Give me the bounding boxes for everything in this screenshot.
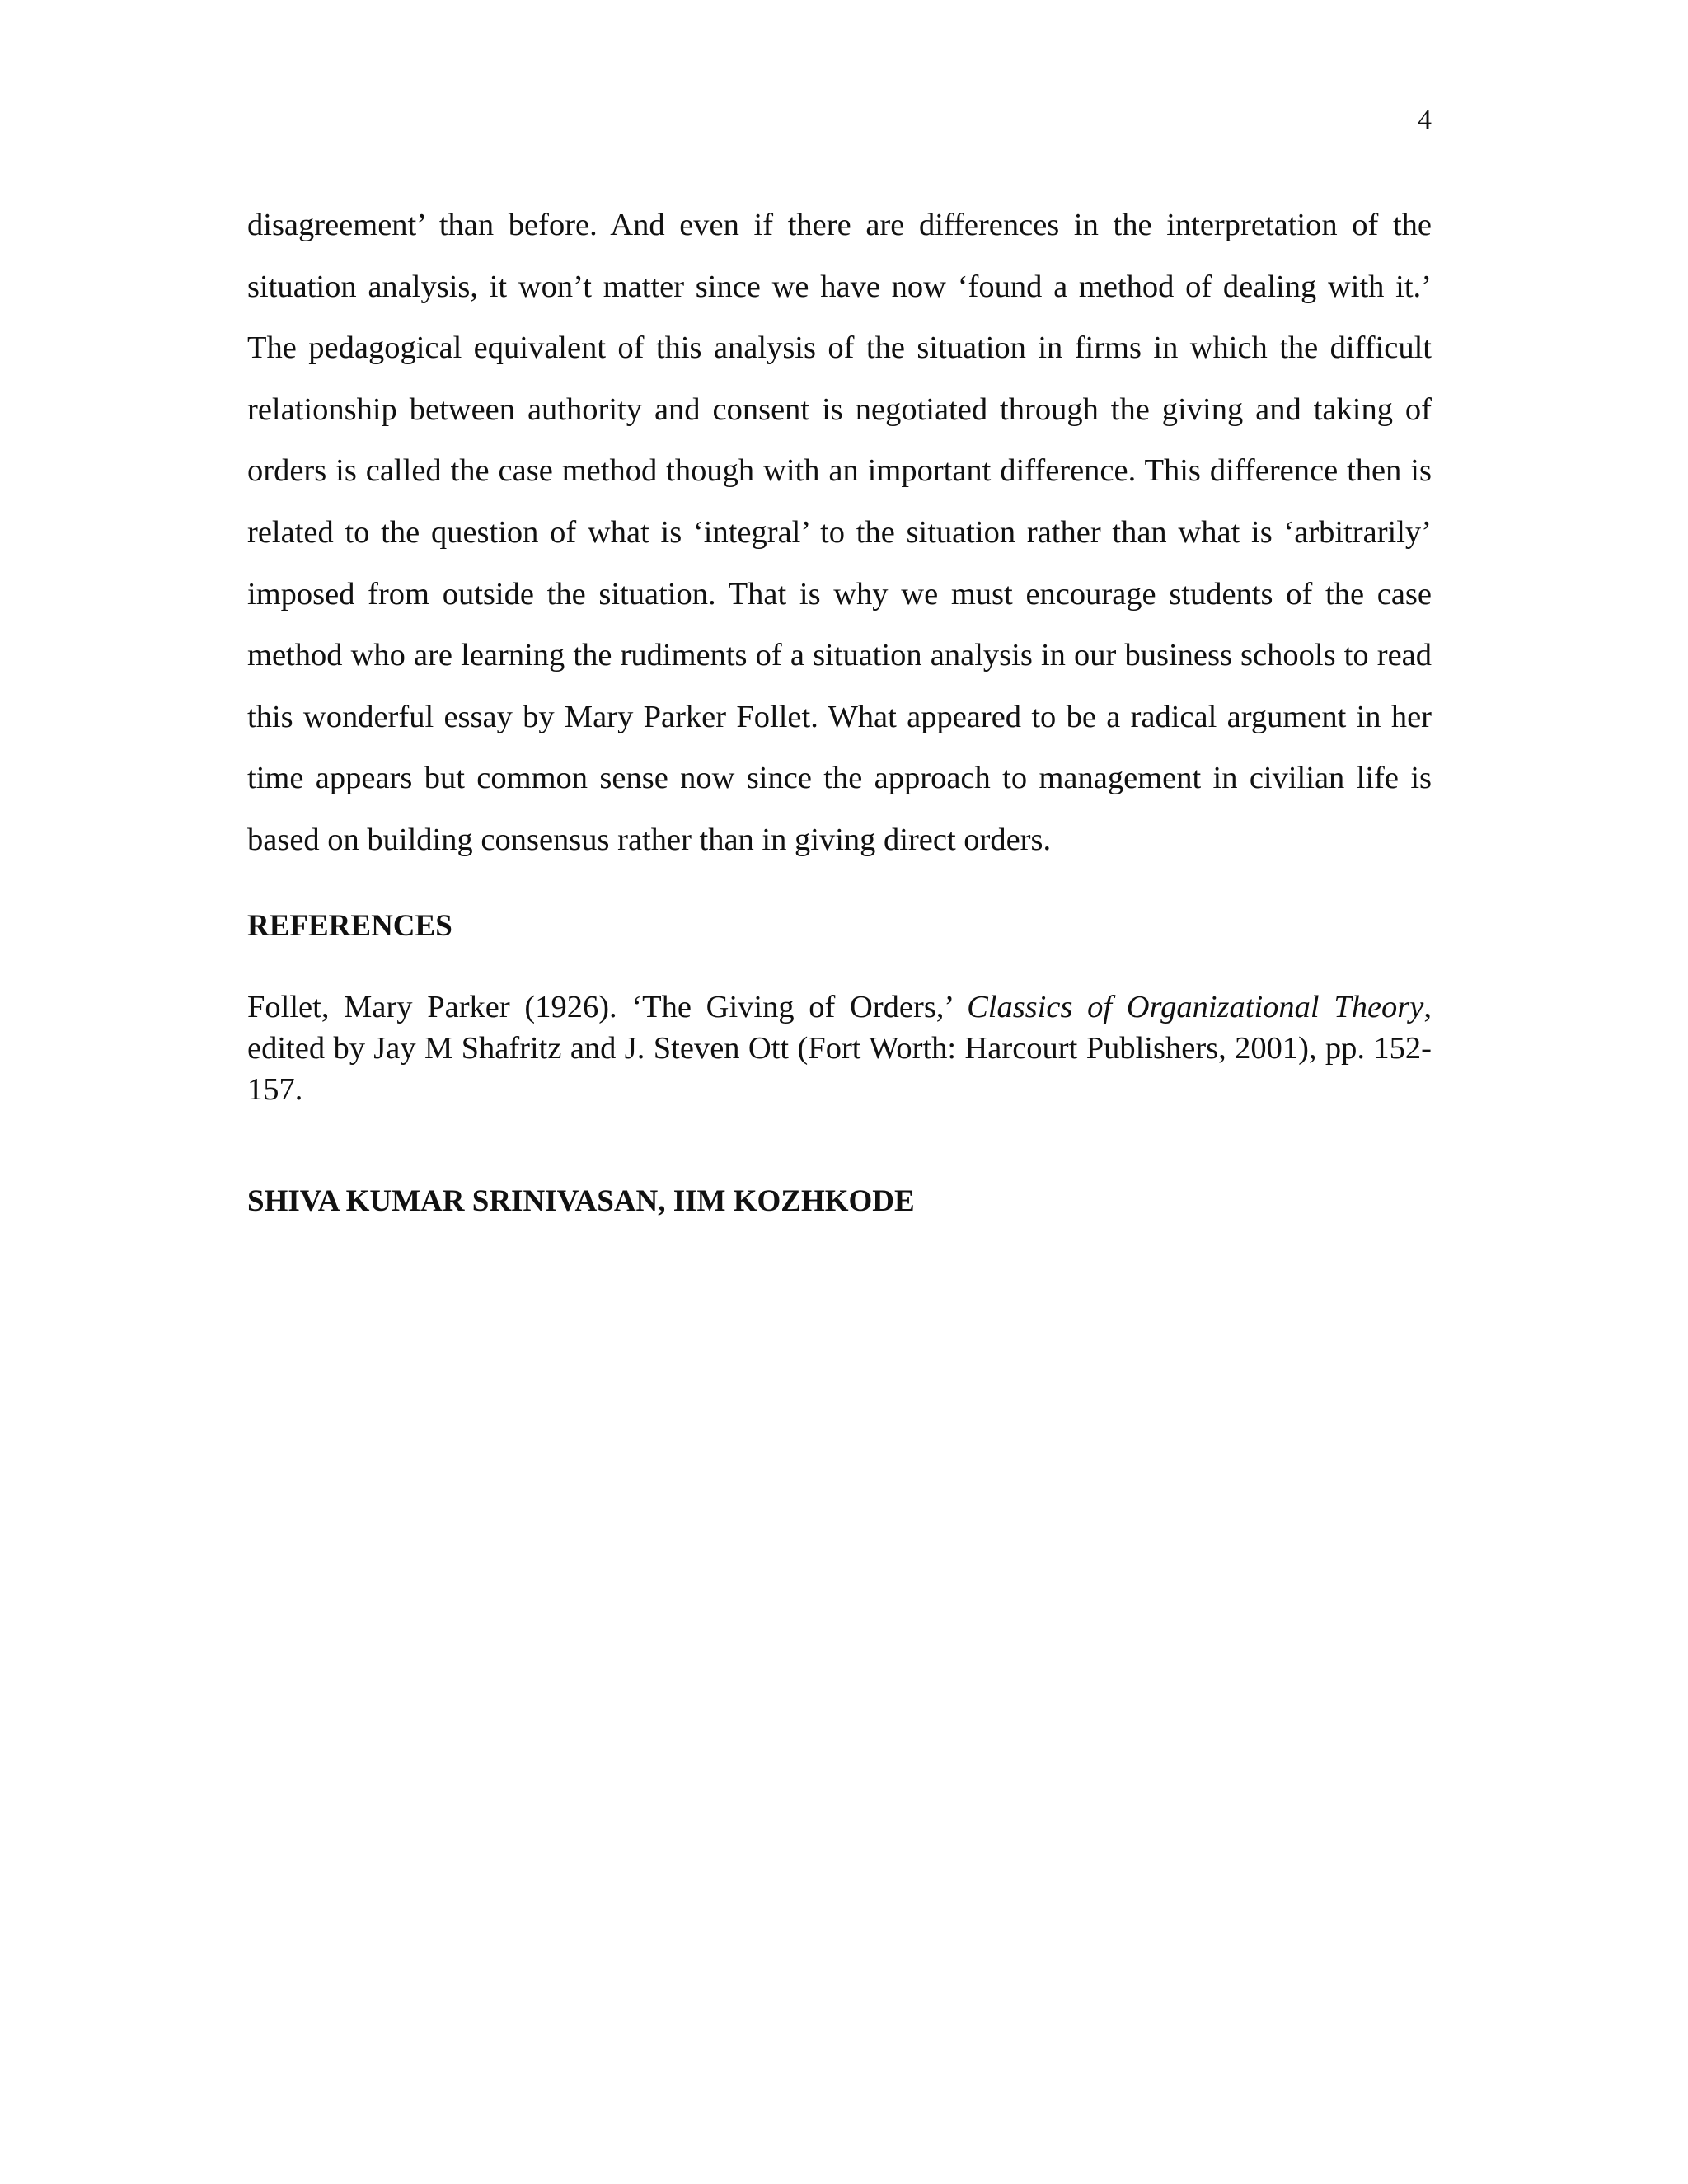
reference-book-title: Classics of Organizational Theory xyxy=(967,989,1424,1024)
author-line: SHIVA KUMAR SRINIVASAN, IIM KOZHKODE xyxy=(247,1183,915,1218)
body-paragraph: disagreement’ than before. And even if there are differences in the interpretation of the situation analysis, it won’t matter since we have now ‘found a method of dealing with it.’ The pedagogical equivalent of this analysis of the situation in firms in which the difficult relationship between authority and consent is negotiated through the giving and taking of orders is called the case method though with an important difference. This difference then is related to the question of what is ‘integral’ to the situation rather than what is ‘arbitrarily’ imposed from outside the situation. That is why we must encourage students of the case method who are learning the rudiments of a situation analysis in our business schools to read this wonderful essay by Mary Parker Follet. What appeared to be a radical argument in her time appears but common sense now since the approach to management in civilian life is based on building consensus rather than in giving direct orders. xyxy=(247,208,1432,857)
page-content xyxy=(247,194,1432,1221)
reference-text-part2: , edited by Jay M Shafritz and J. Steven Ott (Fort Worth: Harcourt Publishers, 2001), pp. 152-157. xyxy=(247,989,1432,1107)
reference-text-part1: Follet, Mary Parker (1926). ‘The Giving of Orders,’ xyxy=(247,989,968,1024)
references-heading: REFERENCES xyxy=(247,908,452,943)
reference-entry xyxy=(247,987,1432,1110)
page-number: 4 xyxy=(1418,105,1432,135)
